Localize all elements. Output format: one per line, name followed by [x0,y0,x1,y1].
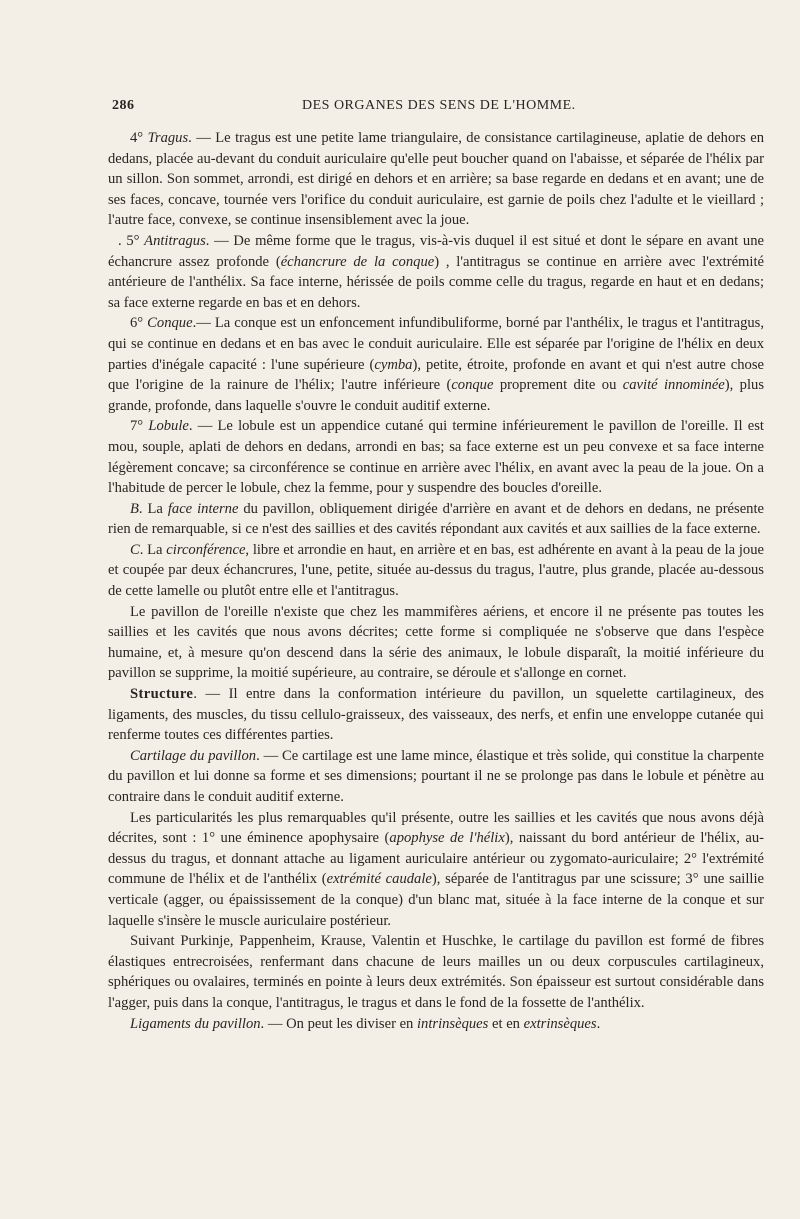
text-run: du pavillon, obliquement dirigée d'arrière en avant et de dehors en dedans, ne présente rien de remarquable, si ce n'est des saillies et des cavités répondant aux cavités et aux saillies de la face externe. [108,500,765,538]
text-run: ), petite, étroite, profonde en avant et qui n'est autre chose que l'origine de la rainure de l'hélix; l'autre inférieure ( [108,356,764,394]
paragraph [108,746,764,808]
section-heading: Structure [130,686,194,703]
italic-term: échancrure de la conque [280,253,435,270]
text-run: ), plus grande, profonde, dans laquelle s'ouvre le conduit auditif externe. [108,377,765,414]
text-run: . [596,1015,601,1032]
text-run: . — Le tragus est une petite lame triangulaire, de consistance cartilagineuse, aplatie de dehors en dedans, placée au-devant du conduit auriculaire qu'elle peut boucher quand on l'abaisse, et séparée de l'hélix par un sillon. Son sommet, arrondi, est dirigé en dehors et en arrière; sa base regarde en dedans et en avant; une de ses faces, concave, tournée vers l'orifice du conduit auriculaire, est garnie de poils chez l'adulte et le vieillard ; l'autre face, convexe, se continue insensiblement avec la joue. [108,130,764,229]
text-run: ), séparée de l'antitragus par une scissure; 3° une saillie verticale (agger, ou épaississement de la conque) d'un blanc mat, située à la face interne de la conque et sur laquelle s'insère le muscle auriculaire postérieur. [108,871,765,929]
running-title: DES ORGANES DES SENS DE L'HOMME. [302,98,576,113]
paragraph [108,499,764,540]
italic-term: conque [451,377,494,394]
italic-term: cymba [374,356,413,373]
body-text [108,128,764,1034]
paragraph [108,1014,764,1035]
italic-term: Conque [147,315,193,332]
text-run: .— La conque est un enfoncement infundibuliforme, borné par l'anthélix, le tragus et l'antitragus, qui se continue en dedans et en bas avec le conduit auriculaire. Elle est séparée par l'origine de l'hélix en deux parties d'inégale capacité : l'une supérieure ( [108,315,764,373]
paragraph [108,684,764,746]
text-run: proprement dite ou [493,377,623,394]
italic-term: C [130,541,140,558]
paragraph [108,808,764,932]
italic-term: cavité innominée [622,377,725,394]
italic-term: Antitragus [144,232,206,249]
text-run: . — De même forme que le tragus, vis-à-vis duquel il est situé et dont le sépare en avant une échancrure assez profonde ( [108,232,764,270]
text-run: , libre et arrondie en haut, en arrière et en bas, est adhérente en avant à la peau de la joue et coupée par deux échancrures, l'une, petite, située au-dessus du tragus, l'autre, plus grande, placée au-dessous de cette lamelle ou plutôt entre elle et l'antitragus. [108,541,764,600]
paragraph [108,313,764,416]
italic-term: face interne [167,500,239,517]
italic-term: Cartilage du pavillon [130,747,257,764]
italic-term: Ligaments du pavillon [130,1015,261,1032]
italic-term: extrémité caudale [326,871,432,888]
paragraph [108,540,764,602]
text-run: . — Le lobule est un appendice cutané qui termine inférieurement le pavillon de l'oreille. Il est mou, souple, aplati de dehors en dedans, arrondi en bas; sa face externe est un peu convexe et sa face interne légèrement concave; sa circonférence se continue en arrière avec l'hélix, en avant avec la peau de la joue. On a l'habitude de percer le lobule, chez la femme, pour y suspendre des boucles d'oreille. [108,418,764,497]
italic-term: B [130,500,139,517]
text-run: Les particularités les plus remarquables qu'il présente, outre les saillies et les cavités que nous avons déjà décrites, sont : 1° une éminence apophysaire ( [108,809,764,847]
text-run: ), naissant du bord antérieur de l'hélix, au-dessus du tragus, et donnant attache au ligament auriculaire antérieur ou zygomato-auriculaire; 2° l'extrémité commune de l'hélix et de l'anthélix ( [108,830,764,888]
paragraph [108,231,764,313]
italic-term: intrinsèques [417,1015,489,1032]
text-run: . La [139,541,167,558]
paragraph [108,931,764,1013]
text-run: . — On peut les diviser en [260,1015,417,1032]
text-run: ) , l'antitragus se continue en arrière avec l'extrémité antérieure de l'anthélix. Sa face interne, hérissée de poils comme celle du tragus, regarde en haut et en dedans; sa face externe regarde en bas et en dehors. [108,253,764,311]
text-run: et en [488,1015,524,1032]
text-run: Suivant Purkinje, Pappenheim, Krause, Valentin et Huschke, le cartilage du pavillon est formé de fibres élastiques entrecroisées, renfermant dans chacune de leurs mailles un ou deux corpuscules cartilagineux, sphériques ou ovalaires, terminés en pointe à leurs deux extrémités. Son épaisseur est surtout considérable dans l'agger, puis dans la conque, l'antitragus, le tragus et dans le fond de la fossette de l'anthélix. [108,933,764,1011]
italic-term: apophyse de l'hélix [389,830,505,847]
text-run: Le pavillon de l'oreille n'existe que chez les mammifères aériens, et encore il ne présente pas toutes les saillies et les cavités que nous avons décrites; cette forme si compliquée ne s'observe que dans l'espèce humaine, et, à mesure qu'on descend dans la série des animaux, le lobule disparaît, la moitié inférieure du pavillon se supprime, la moitié supérieure, au contraire, se déroule et s'allonge en cornet. [108,603,764,682]
italic-term: Tragus [147,130,189,146]
page-number: 286 [112,98,135,113]
paragraph [108,602,764,684]
text-run: 7° [130,418,149,435]
italic-term: Lobule [148,418,189,435]
italic-term: extrinsèques [523,1015,597,1032]
text-run: 6° [130,315,148,332]
text-run: 4° [130,130,148,146]
paragraph [108,128,764,231]
text-run: . 5° [118,232,145,249]
text-run: . — Ce cartilage est une lame mince, élastique et très solide, qui constitue la charpente du pavillon et lui donne sa forme et ses dimensions; pourtant il ne se prolonge pas dans le lobule et pénètre au contraire dans le conduit auditif externe. [108,747,764,805]
italic-term: circonférence [166,541,246,558]
text-run: . La [138,500,168,517]
paragraph [108,416,764,498]
text-run: . — Il entre dans la conformation intérieure du pavillon, un squelette cartilagineux, des ligaments, des muscles, du tissu cellulo-graisseux, des vaisseaux, des nerfs, et enfin une enveloppe cutanée qui renferme toutes ces différentes parties. [108,686,764,744]
